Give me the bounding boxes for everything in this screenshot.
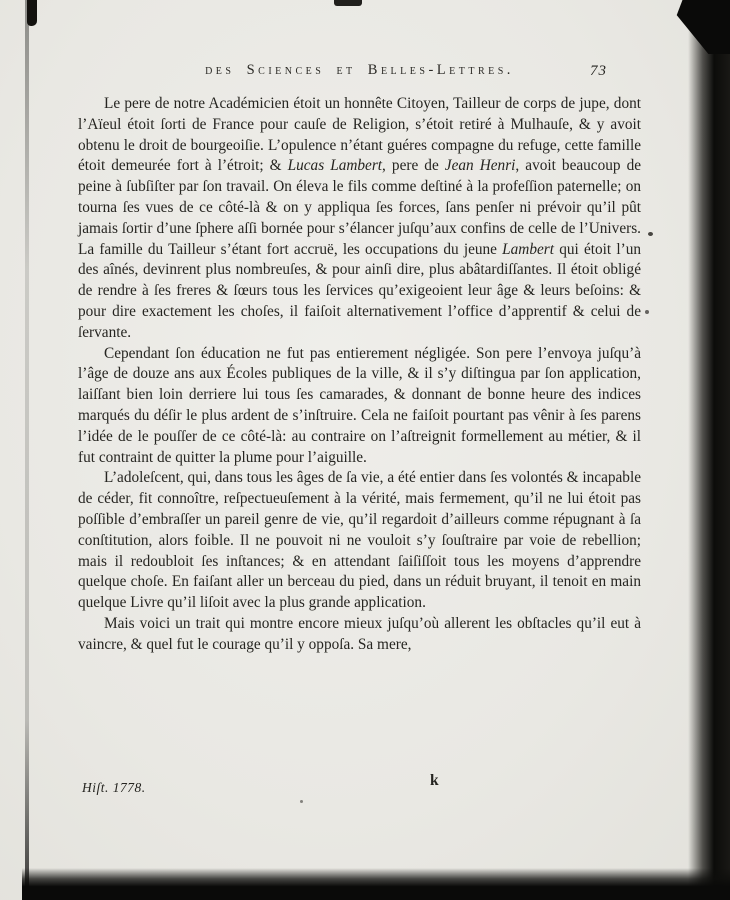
scan-mark-top-left [27, 0, 37, 26]
paragraph: Mais voici un trait qui montre encore mieux juſqu’où allerent les obſtacles qu’il eut à vaincre, & quel fut le courage qu’il y oppoſa. Sa mere, [78, 614, 641, 653]
page-header [78, 62, 641, 84]
scan-edge-bottom [22, 868, 730, 900]
paragraph: Cependant ſon éducation ne fut pas entierement négligée. Son pere l’envoya juſqu’à l’âge de douze ans aux Écoles publiques de la ville, & il s’y diſtingua par ſon application, laiſſant bien loin derriere lui tous ſes camarades, & donnant de bonne heure des indices marqués du déſir le plus ardent de s’inſtruire. Cela ne faiſoit pourtant pas vênir à ſes parens l’idée de le pouſſer de ce côté-là: au contraire on l’aſtreignit formellement au métier, & il fut contraint de quitter la plume pour l’aiguille. [78, 344, 641, 466]
scan-edge-right [688, 0, 730, 900]
body-text [78, 94, 641, 656]
catchword: k [430, 772, 439, 789]
running-title: des Sciences et Belles-Lettres. [205, 62, 514, 78]
signature-mark: Hiſt. 1778. [82, 780, 146, 795]
scan-speck [648, 232, 653, 236]
page-number: 73 [590, 63, 607, 79]
page-footer [78, 772, 641, 802]
scan-mark-top-center [334, 0, 362, 6]
scan-gutter-shadow [25, 0, 29, 900]
paragraph: Le pere de notre Académicien étoit un honnête Citoyen, Tailleur de corps de jupe, dont l’Aïeul étoit ſorti de France pour cauſe de Religion, s’étoit retiré à Mulhauſe, & y avoit obtenu le droit de bourgeoiſie. L’opulence n’étant guéres compagne du refuge, cette famille étoit demeurée fort à l’étroit; & Lucas Lambert, pere de Jean Henri, avoit beaucoup de peine à ſubſiſter par ſon travail. On éleva le fils comme deſtiné à la profeſſion paternelle; on tourna ſes vues de ce côté-là & on y appliqua ſes forces, ſans penſer ni prévoir qu’il pût jamais ſortir d’une ſphere aſſi bornée pour s’élancer juſqu’aux confins de celle de l’Univers. La famille du Tailleur s’étant fort accruë, les occupations du jeune Lambert qui étoit l’un des aînés, devinrent plus nombreuſes, & pour ainſi dire, plus abâtardiſſantes. Il étoit obligé de rendre à ſes freres & ſœurs tous les ſervices qu’exigeoient leur âge & leurs beſoins: & pour dire exactement les choſes, il faiſoit alternativement l’office d’apprentif & celui de ſervante. [78, 95, 642, 341]
paragraph: L’adoleſcent, qui, dans tous les âges de ſa vie, a été entier dans ſes volontés & incapable de céder, fit connoître, reſpectueuſement à la vérité, mais fermement, qu’il ne lui étoit pas poſſible d’embraſſer un pareil genre de vie, qu’il regardoit d’ailleurs comme répugnant à ſa conſtitution, alors foible. Il ne pouvoit ni ne vouloit s’y ſouſtraire par voie de rebellion; mais il redoubloit ſes inſtances; & en attendant ſaiſiſſoit tous les moyens d’apprendre quelque choſe. En faiſant aller un berceau du pied, dans un réduit bruyant, il tenoit en main quelque Livre qu’il liſoit avec la plus grande application. [78, 469, 641, 612]
scan-speck [645, 310, 649, 314]
